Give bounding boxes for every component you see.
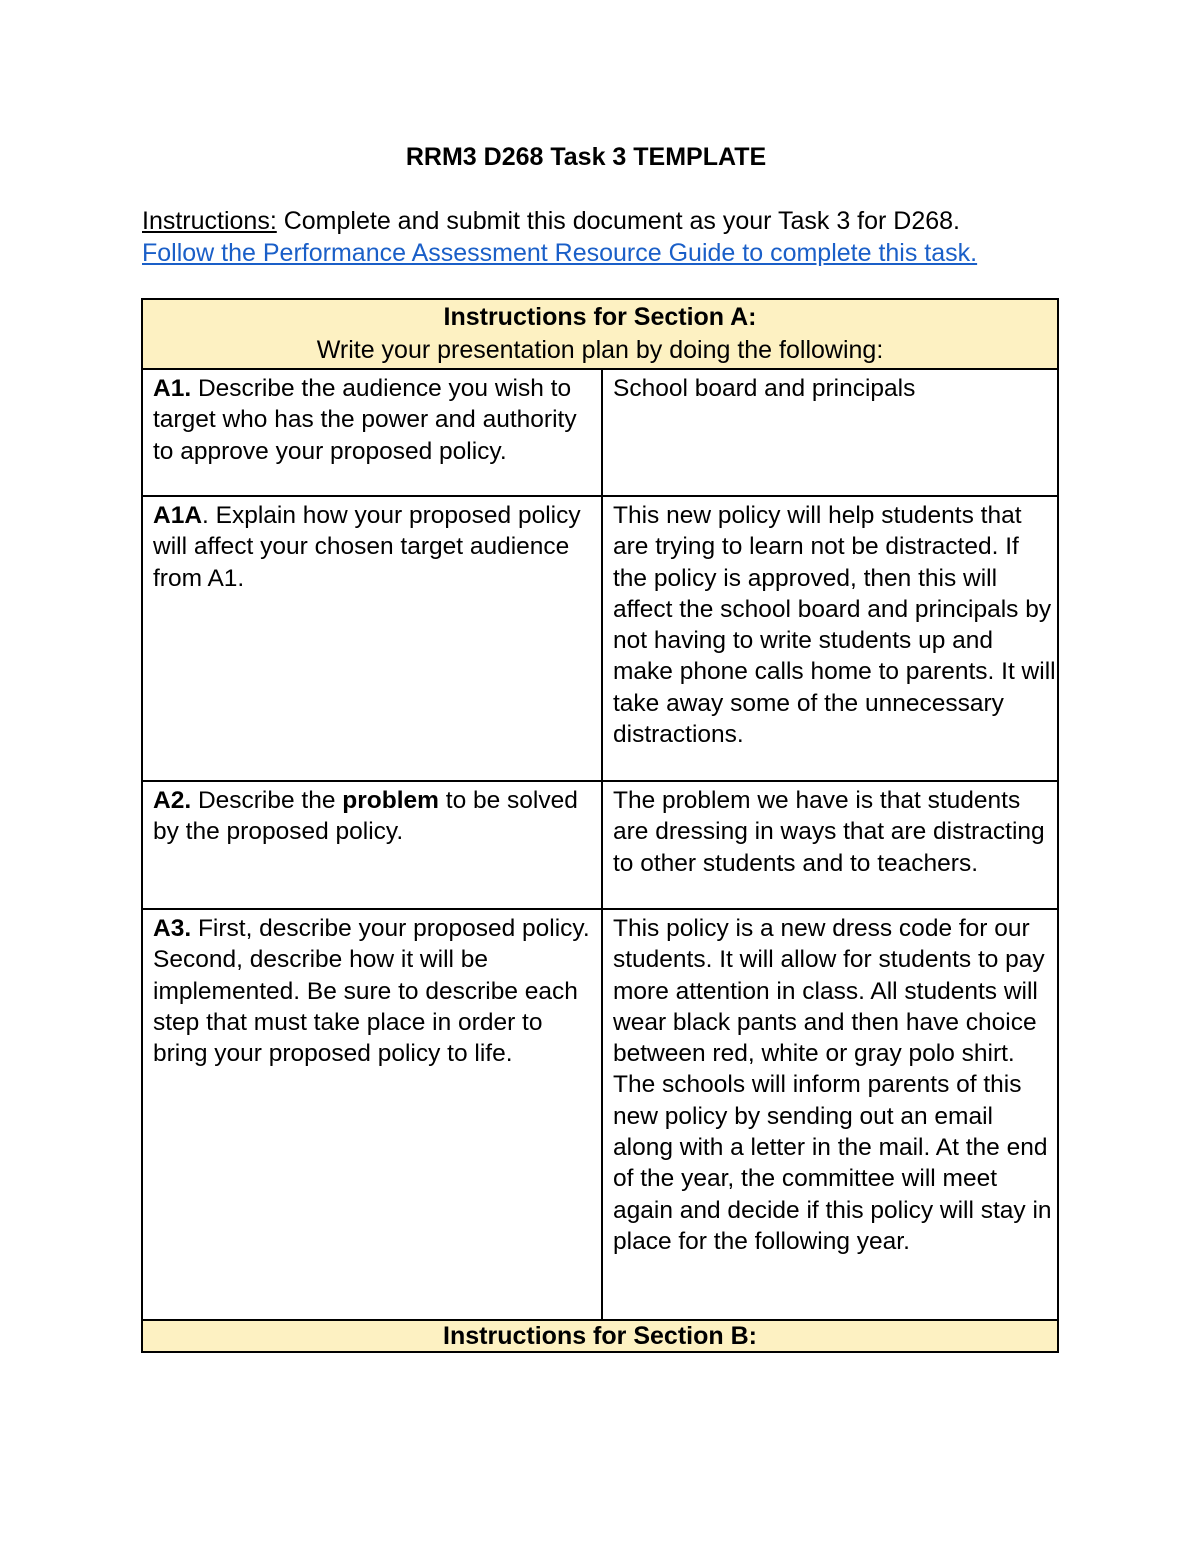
table-row-a1 — [143, 370, 1057, 497]
prompt-id-a2: A2. — [153, 787, 192, 814]
answer-text-a3: This policy is a new dress code for our students. It will allow for students to pay more attention in class. All students will wear black pants and then have choice between red, white or gray polo shirt. The schools will inform parents of this new policy by sending out an email along with a letter in the mail. At the end of the year, the committee will meet again and decide if this policy will stay in place for the following year. — [613, 915, 1052, 1255]
answer-text-a1a: This new policy will help students that are trying to learn not be distracted. If the policy is approved, then this will affect the school board and principals by not having to write students up and make phone calls home to parents. It will take away some of the unnecessary distractions. — [613, 502, 1056, 749]
prompt-text-a1: Describe the audience you wish to target who has the power and authority to approve your proposed policy. — [153, 375, 577, 465]
prompt-cell-a2 — [143, 782, 603, 908]
answer-cell-a2[interactable] — [603, 782, 1057, 908]
prompt-cell-a3 — [143, 910, 603, 1319]
answer-cell-a1[interactable] — [603, 370, 1057, 495]
section-a-subheading: Write your presentation plan by doing the following: — [316, 336, 884, 364]
prompt-cell-a1a — [143, 497, 603, 780]
instructions-label: Instructions: — [142, 207, 277, 235]
prompt-text-a2-bold: problem — [342, 787, 439, 814]
prompt-id-a1a: A1A — [153, 502, 203, 529]
table-row-a3 — [143, 910, 1057, 1321]
table-row-a1a — [143, 497, 1057, 782]
section-a-header — [143, 300, 1057, 370]
prompt-cell-a1 — [143, 370, 603, 495]
document-title: RRM3 D268 Task 3 TEMPLATE — [405, 143, 767, 171]
answer-text-a1: School board and principals — [613, 375, 916, 402]
answer-cell-a3[interactable] — [603, 910, 1057, 1319]
prompt-id-a1: A1. — [153, 375, 192, 402]
prompt-id-a3: A3. — [153, 915, 192, 942]
task-table — [141, 298, 1059, 1353]
section-a-heading: Instructions for Section A: — [443, 303, 757, 331]
prompt-text-a2-post: to be solved by the proposed policy. — [153, 787, 578, 846]
prompt-text-a1a: . Explain how your proposed policy will affect your chosen target audience from A1. — [153, 502, 581, 592]
section-b-header — [143, 1321, 1057, 1351]
section-b-heading: Instructions for Section B: — [443, 1322, 757, 1350]
prompt-text-a3: First, describe your proposed policy. Second, describe how it will be implemented. Be sure to describe each step that must take place in order to bring your proposed policy to life. — [153, 915, 590, 1068]
resource-guide-link[interactable]: Follow the Performance Assessment Resource Guide to complete this task. — [142, 239, 978, 267]
answer-text-a2: The problem we have is that students are dressing in ways that are distracting to other students and to teachers. — [613, 787, 1045, 877]
answer-cell-a1a[interactable] — [603, 497, 1057, 780]
instructions-paragraph — [142, 205, 1022, 269]
prompt-text-a2-pre: Describe the — [191, 787, 343, 814]
table-row-a2 — [143, 782, 1057, 910]
instructions-text: Complete and submit this document as your Task 3 for D268. — [276, 207, 960, 235]
